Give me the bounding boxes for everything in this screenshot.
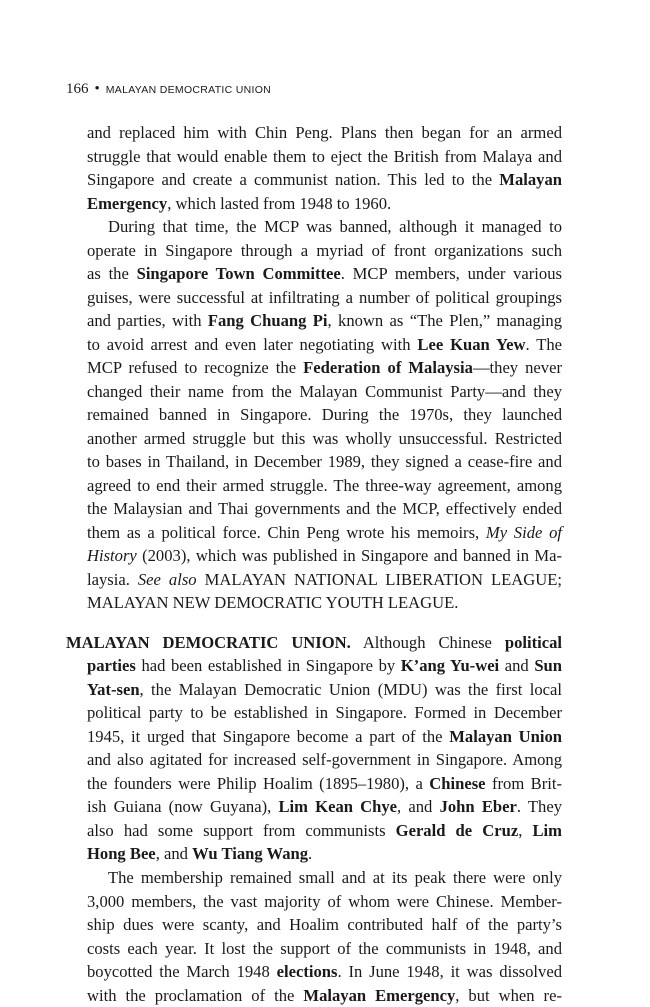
text-run: to bases in Thailand, in December 1989, they signed a cease-fire and — [87, 452, 562, 472]
text-run: During that time, the MCP was banned, although it managed to — [108, 217, 562, 237]
text-line — [66, 168, 562, 192]
bold-term: Wu Tiang Wang — [192, 844, 309, 864]
text-run: , and — [397, 797, 440, 817]
bold-term: Gerald de Cruz — [395, 820, 519, 840]
bold-term: John Eber — [439, 797, 517, 817]
bold-term: MALAYAN DEMOCRATIC UNION. — [66, 632, 351, 652]
text-run: , known as “The Plen,” managing — [327, 311, 562, 331]
text-run: , and — [155, 844, 193, 864]
text-run: the founders were Philip Hoalim (1895–1980), a — [87, 773, 430, 793]
text-line — [66, 678, 562, 702]
text-run: as the — [87, 264, 137, 284]
text-line — [66, 866, 562, 890]
text-run: and — [499, 656, 535, 676]
text-line — [66, 427, 562, 451]
text-line — [66, 403, 562, 427]
text-line — [66, 121, 562, 145]
text-run: , the Malayan Democratic Union (MDU) was the first local — [139, 679, 562, 699]
text-run: . In June 1948, it was dissolved — [337, 962, 562, 982]
text-line — [66, 937, 562, 961]
text-line — [66, 309, 562, 333]
text-run: Although Chinese — [350, 632, 505, 652]
text-run: changed their name from the Malayan Communist Party—and they — [87, 381, 562, 401]
body-text — [66, 121, 562, 1007]
text-run: 3,000 members, the vast majority of whom were Chinese. Member- — [87, 891, 562, 911]
bold-term: Singapore Town Committee — [136, 264, 341, 284]
text-run: (2003), which was published in Singapore and banned in Ma- — [136, 546, 562, 566]
bullet-separator: • — [94, 81, 100, 97]
bold-term: Malayan — [499, 170, 562, 190]
text-run: MALAYAN NEW DEMOCRATIC YOUTH LEAGUE. — [87, 593, 459, 613]
italic-text: My Side of — [485, 522, 562, 542]
bold-term: Lim — [532, 820, 562, 840]
bold-term: political — [504, 632, 562, 652]
bold-term: Emergency — [87, 193, 168, 213]
text-line — [66, 795, 562, 819]
text-run: —they never — [472, 358, 562, 378]
text-run: with the proclamation of the — [87, 985, 304, 1005]
text-line — [66, 819, 562, 843]
text-run: political party to be established in Singapore. Formed in December — [87, 703, 562, 723]
text-run: guises, were successful at infiltrating a number of political groupings — [87, 287, 562, 307]
italic-text: See also — [137, 569, 197, 589]
text-line — [66, 984, 562, 1007]
text-line — [66, 239, 562, 263]
text-line — [66, 842, 562, 866]
text-run: to avoid arrest and even later negotiating with — [87, 334, 418, 354]
text-run: and also agitated for increased self-government in Singapore. Among — [87, 750, 562, 770]
text-line — [66, 701, 562, 725]
text-line — [66, 960, 562, 984]
bold-term: Malayan Union — [449, 726, 563, 746]
bold-term: Lee Kuan Yew — [417, 334, 526, 354]
text-line — [66, 450, 562, 474]
text-line — [66, 544, 562, 568]
text-run: , which lasted from 1948 to 1960. — [167, 193, 392, 213]
text-line — [66, 913, 562, 937]
text-line — [66, 286, 562, 310]
text-line — [66, 772, 562, 796]
bold-term: Yat-sen — [87, 679, 140, 699]
text-run: remained banned in Singapore. During the 1970s, they launched — [87, 405, 562, 425]
text-run: from Brit- — [485, 773, 562, 793]
bold-term: Federation of Malaysia — [303, 358, 473, 378]
text-run: operate in Singapore through a myriad of front organizations such — [87, 240, 562, 260]
bold-term: parties — [87, 656, 136, 676]
text-line — [66, 380, 562, 404]
text-line — [66, 192, 562, 216]
text-line — [66, 521, 562, 545]
text-run: ship dues were scanty, and Hoalim contributed half of the party’s — [87, 915, 562, 935]
bold-term: Chinese — [429, 773, 486, 793]
text-line — [66, 215, 562, 239]
text-run: The membership remained small and at its peak there were only — [108, 867, 562, 887]
text-run: had been established in Singapore by — [135, 656, 401, 676]
text-run: . MCP members, under various — [340, 264, 562, 284]
text-run: MCP refused to recognize the — [87, 358, 304, 378]
text-run: agreed to end their armed struggle. The three-way agreement, among — [87, 475, 562, 495]
page-number: 166 — [66, 81, 89, 97]
entry-headword-line — [66, 631, 562, 655]
bold-term: elections — [276, 962, 338, 982]
text-run: boycotted the March 1948 — [87, 962, 277, 982]
bold-term: Lim Kean Chye — [278, 797, 398, 817]
text-run: costs each year. It lost the support of the communists in 1948, and — [87, 938, 562, 958]
text-run: and replaced him with Chin Peng. Plans then began for an armed — [87, 123, 562, 142]
text-run: . They — [516, 797, 562, 817]
text-line — [66, 474, 562, 498]
entry-separator — [66, 615, 562, 631]
text-line — [66, 497, 562, 521]
text-run: and parties, with — [87, 311, 208, 331]
text-run: them as a political force. Chin Peng wrote his memoirs, — [87, 522, 486, 542]
running-head-title: MALAYAN DEMOCRATIC UNION — [105, 84, 272, 96]
text-run: , but when re- — [455, 985, 562, 1005]
text-line — [66, 356, 562, 380]
bold-term: K’ang Yu-wei — [400, 656, 500, 676]
text-run: ish Guiana (now Guyana), — [87, 797, 279, 817]
text-line — [66, 145, 562, 169]
text-line — [66, 333, 562, 357]
bold-term: Hong Bee — [87, 844, 156, 864]
text-run: also had some support from communists — [87, 820, 396, 840]
bold-term: Sun — [534, 656, 562, 676]
italic-text: History — [87, 546, 137, 566]
text-run: the Malaysian and Thai governments and the MCP, effectively ended — [87, 499, 562, 519]
text-run: MALAYAN NATIONAL LIBERATION LEAGUE; — [196, 569, 562, 589]
text-line — [66, 591, 562, 615]
text-run: struggle that would enable them to eject the British from Malaya and — [87, 146, 562, 166]
bold-term: Malayan Emergency — [303, 985, 456, 1005]
bold-term: Fang Chuang Pi — [207, 311, 328, 331]
text-run: laysia. — [87, 569, 138, 589]
text-run: . — [308, 844, 313, 864]
running-head — [66, 80, 271, 99]
text-run: another armed struggle but this was wholly unsuccessful. Restricted — [87, 428, 562, 448]
text-line — [66, 748, 562, 772]
text-line — [66, 568, 562, 592]
text-line — [66, 654, 562, 678]
text-line — [66, 262, 562, 286]
text-run: 1945, it urged that Singapore become a part of the — [87, 726, 450, 746]
text-run: , — [518, 820, 533, 840]
text-run: . The — [525, 334, 562, 354]
text-line — [66, 725, 562, 749]
text-line — [66, 890, 562, 914]
text-run: Singapore and create a communist nation. This led to the — [87, 170, 500, 190]
